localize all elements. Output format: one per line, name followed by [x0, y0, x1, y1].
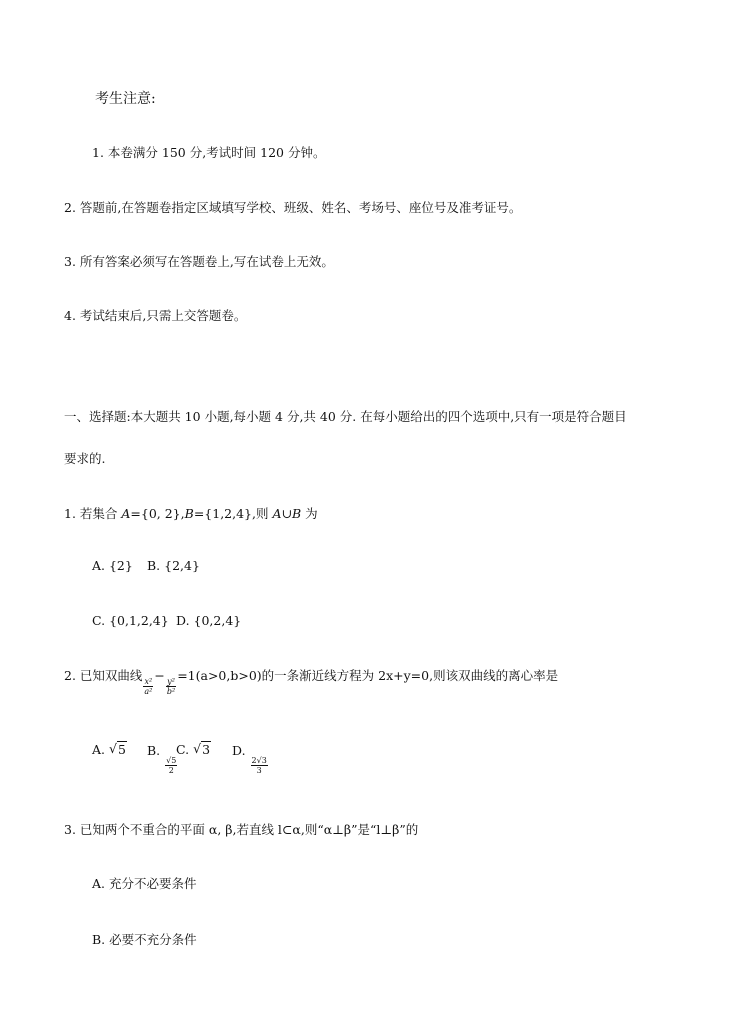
notice-item-4: 4. 考试结束后,只需上交答题卷。 [64, 308, 247, 323]
q1-prefix: 1. 若集合 [64, 506, 122, 521]
q2-option-c-radicand: 3 [202, 742, 211, 757]
q2-option-c-label: C. [176, 742, 190, 757]
q1-set-b: B [184, 506, 194, 521]
q2-option-d [232, 742, 269, 775]
q2-condition: =1(a>0,b>0)的一条渐近线方程为 2x+y=0,则该双曲线的离心率是 [177, 668, 559, 683]
q1-union: A∪B [272, 506, 302, 521]
q2-option-d-fraction [251, 756, 268, 775]
q3-option-b: B. 必要不充分条件 [92, 932, 197, 947]
q2-option-c [176, 742, 211, 757]
question-3-stem: 3. 已知两个不重合的平面 α, β,若直线 l⊂α,则“α⊥β”是“l⊥β”的 [64, 822, 419, 837]
q1-option-d: D. {0,2,4} [176, 613, 242, 628]
notice-title: 考生注意: [95, 91, 156, 107]
notice-item-3: 3. 所有答案必须写在答题卷上,写在试卷上无效。 [64, 254, 334, 269]
section-heading-line-1: 一、选择题:本大题共 10 小题,每小题 4 分,共 40 分. 在每小题给出的四个选项中,只有一项是符合题目 [64, 409, 627, 424]
q2-option-d-label: D. [232, 743, 246, 758]
q2-option-b-num: √5 [166, 756, 177, 765]
question-2-stem [64, 666, 559, 696]
q3-option-a: A. 充分不必要条件 [92, 876, 197, 891]
q2-option-d-num: 2√3 [251, 756, 267, 765]
q2-fraction-y [166, 677, 176, 696]
q2-fraction-x [143, 677, 153, 696]
q1-suffix: 为 [301, 506, 318, 521]
q2-option-b [147, 742, 178, 775]
q1-option-b: B. {2,4} [147, 558, 200, 573]
q2-frac1-num: x² [144, 677, 153, 686]
q1-option-a: A. {2} [92, 558, 133, 573]
q2-option-d-den: 3 [256, 766, 262, 775]
q2-option-c-sqrt [193, 742, 211, 757]
q2-option-a-label: A. [92, 742, 106, 757]
q1-set-a: A [121, 506, 131, 521]
q1-option-c: C. {0,1,2,4} [92, 613, 169, 628]
question-1-stem [64, 504, 318, 522]
notice-item-2: 2. 答题前,在答题卷指定区域填写学校、班级、姓名、考场号、座位号及准考证号。 [64, 200, 522, 215]
q2-prefix: 2. 已知双曲线 [64, 668, 143, 683]
q2-option-a-sqrt [109, 742, 127, 757]
q2-option-b-label: B. [147, 743, 161, 758]
q2-frac2-num: y² [167, 677, 175, 686]
q2-option-b-fraction [165, 756, 177, 775]
q2-minus: − [154, 668, 165, 683]
q1-set-a-value: ={0, 2}, [130, 506, 185, 521]
q2-option-b-den: 2 [168, 766, 174, 775]
q2-option-a [92, 742, 127, 757]
q1-set-b-value: ={1,2,4},则 [193, 506, 273, 521]
q2-option-a-radicand: 5 [118, 742, 126, 757]
notice-item-1: 1. 本卷满分 150 分,考试时间 120 分钟。 [92, 145, 326, 160]
q2-frac1-den: a² [144, 687, 153, 696]
q2-frac2-den: b² [166, 687, 176, 696]
section-heading-line-2: 要求的. [64, 451, 106, 466]
